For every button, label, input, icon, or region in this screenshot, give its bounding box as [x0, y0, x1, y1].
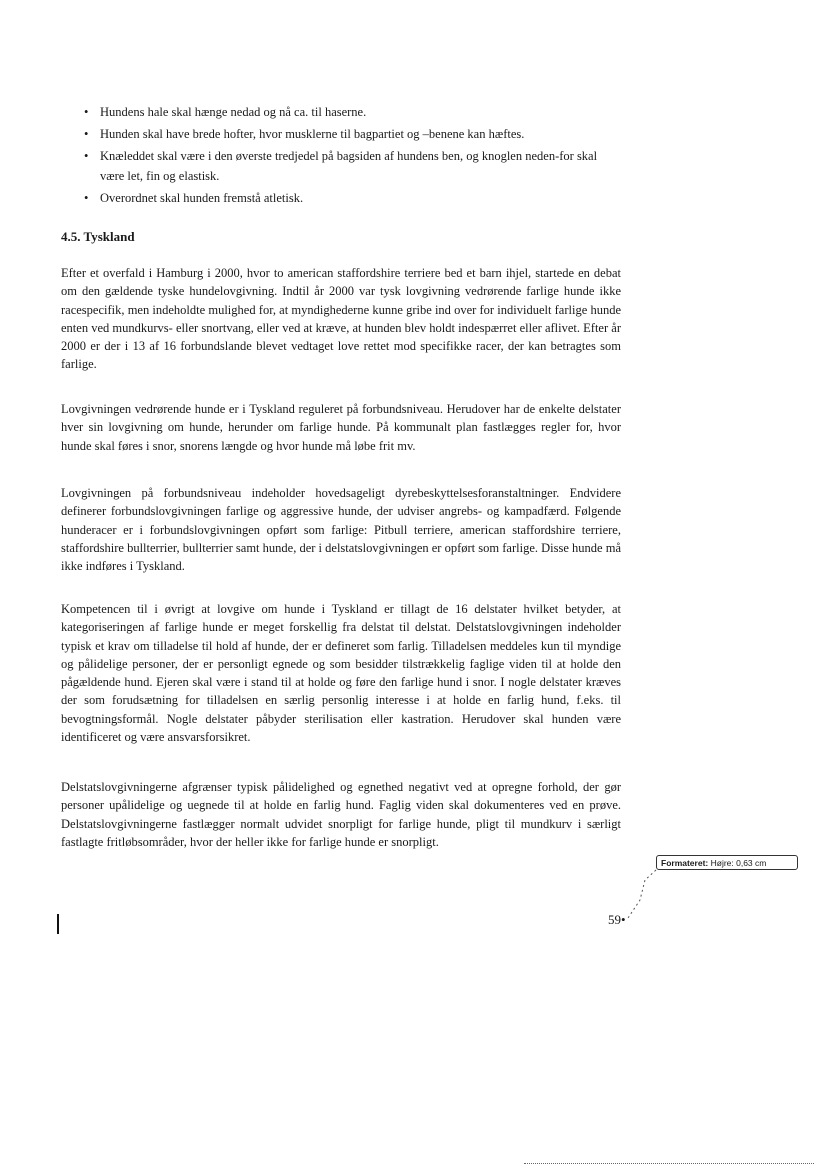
bullet-icon: •	[84, 191, 89, 205]
bullet-icon: •	[84, 149, 89, 163]
paragraph: Lovgivningen vedrørende hunde er i Tyskland reguleret på forbundsniveau. Herudover har de enkelte delstater hver sin lovgivning om hunde, herunder om farlige hunde. På kommunalt plan fastlægges regler for, hvor hunde skal føres i snor, snorens længde og hvor hunde må løbe frit mv.	[61, 402, 621, 453]
balloon-value: Højre: 0,63 cm	[710, 858, 767, 868]
paragraph: Lovgivningen på forbundsniveau indeholder hovedsageligt dyrebeskyttelsesforanstaltninger. Endvidere definerer forbundslovgivningen farlige og aggressive hunde, der udviser angrebs- og kampadfærd. Følgende hunderacer er i forbundslovgivningen opført som farlige: Pitbull terriere, american staffordshire terriere, staffordshire bullterrier, bullterrier samt hunde, der i delstatslovgivningen er opført som farlige. Disse hunde må ikke indføres i Tyskland.	[61, 486, 621, 574]
paragraph: Efter et overfald i Hamburg i 2000, hvor to american staffordshire terriere bed et barn ihjel, startede en debat om den gældende tyske hundelovgivning. Indtil år 2000 var tysk lovgivning vedrørende farlige hunde ikke racespecifik, men indeholdte mulighed for, at myndighederne kunne gribe ind over for individuelt farlige hunde enten ved mundkurvs- eller snortvang, eller ved at kræve, at hunden blev holdt indespærret eller aflivet. Efter år 2000 er der i 13 af 16 forbundslande blevet vedtaget love rettet mod specifikke racer, der kan betragtes som farlige.	[61, 266, 621, 372]
paragraph: Kompetencen til i øvrigt at lovgive om hunde i Tyskland er tillagt de 16 delstater hvilket betyder, at kategoriseringen af farlige hunde er meget forskellig fra delstat til delstat. Delstatslovgivningen indeholder typisk et krav om tilladelse til hold af hunde, der er defineret som farlig. Tilladelsen meddeles kun til myndige og pålidelige personer, der er personligt egnede og som besidder tilstrækkelig faglige viden til at holde den pågældende hund. Ejeren skal være i stand til at holde og føre den farlige hund i snor. I nogle delstater kræves der som forudsætning for tilladelsen en særlig personlig interesse i at holde en farlig hund, f.eks. til bevogtningsformål. Nogle delstater påbyder sterilisation eller kastration. Herudover skal hunden være identificeret og være ansvarsforsikret.	[61, 602, 621, 745]
section-heading: 4.5. Tyskland	[61, 229, 135, 244]
bullet-text: Knæleddet skal være i den øverste tredjedel på bagsiden af hundens ben, og knoglen neden-for skal være let, fin og elastisk.	[100, 149, 598, 183]
bullet-icon: •	[84, 105, 89, 119]
footer-dotted-line	[524, 1163, 814, 1164]
bullet-icon: •	[84, 127, 89, 141]
format-comment-balloon[interactable]	[656, 855, 798, 870]
bullet-text: Hundens hale skal hænge nedad og nå ca. til haserne.	[100, 105, 367, 119]
balloon-label: Formateret:	[661, 858, 709, 868]
page-number: 59•	[608, 912, 626, 927]
bullet-text: Overordnet skal hunden fremstå atletisk.	[100, 191, 304, 205]
bullet-text: Hunden skal have brede hofter, hvor musklerne til bagpartiet og –benene kan hæftes.	[100, 127, 525, 141]
paragraph: Delstatslovgivningerne afgrænser typisk pålidelighed og egnethed negativt ved at opregne forhold, der gør personer upålidelige og uegnede til at holde en farlig hund. Faglig viden skal dokumenteres ved en prøve. Delstatslovgivningerne fastlægger normalt udvidet snorpligt for farlige hunde, pligt til mundkurv i særligt fastlagte fritløbsområder, hvor der heller ikke for farlige hunde er snorpligt.	[61, 780, 621, 849]
